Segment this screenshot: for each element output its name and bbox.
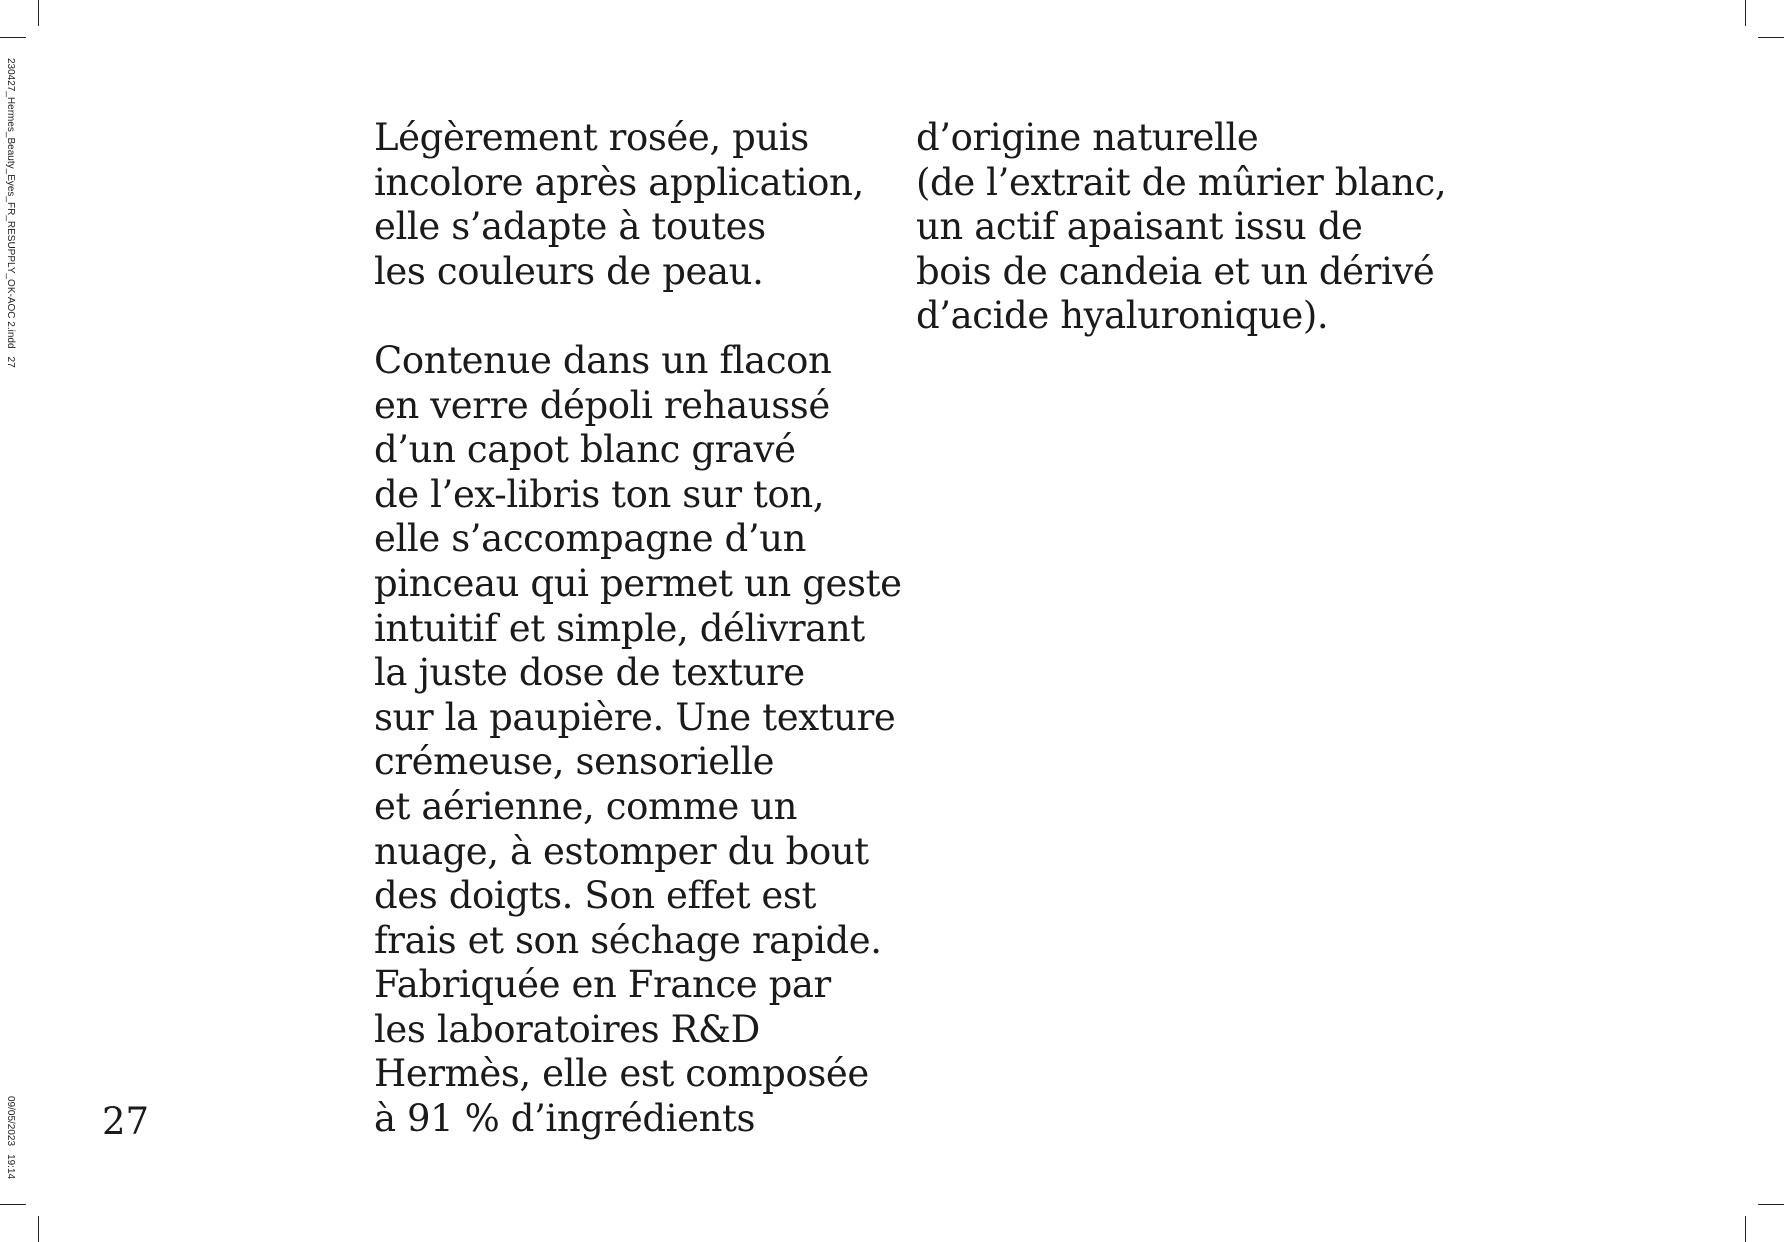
crop-mark-bottom-right (1745, 1216, 1746, 1242)
text-line: elle s’accompagne d’un (374, 517, 807, 561)
crop-mark-top-left-h (0, 37, 26, 38)
slug-date: 09/05/2023 (5, 1096, 16, 1147)
text-line: de l’ex-libris ton sur ton, (374, 472, 825, 516)
paragraph (916, 116, 1447, 339)
slug-timestamp (5, 1096, 16, 1179)
text-line: les laboratoires R&D (374, 1007, 760, 1051)
crop-mark-bottom-left (38, 1216, 39, 1242)
text-line: Contenue dans un flacon (374, 338, 832, 382)
text-line: crémeuse, sensorielle (374, 740, 775, 784)
text-line: d’acide hyaluronique). (916, 294, 1329, 338)
text-line: Légèrement rosée, puis (374, 116, 809, 159)
text-line: d’un capot blanc gravé (374, 428, 796, 472)
text-line: d’origine naturelle (916, 116, 1259, 159)
crop-mark-top-left (38, 0, 39, 26)
text-line: et aérienne, comme un (374, 784, 798, 828)
text-line: bois de candeia et un dérivé (916, 249, 1435, 293)
text-line: frais et son séchage rapide. (374, 918, 882, 962)
crop-mark-bottom-left-h (0, 1204, 26, 1205)
right-text-column (916, 116, 1447, 339)
page-number: 27 (102, 1100, 150, 1143)
text-line: la juste dose de texture (374, 651, 805, 695)
text-line: (de l’extrait de mûrier blanc, (916, 160, 1447, 204)
text-line: un actif apaisant issu de (916, 205, 1363, 249)
crop-mark-top-right (1745, 0, 1746, 26)
text-line: elle s’adapte à toutes (374, 205, 766, 249)
slug-time: 19:14 (5, 1154, 16, 1180)
text-line: à 91 % d’ingrédients (374, 1097, 756, 1141)
text-line: Fabriquée en France par (374, 963, 831, 1007)
slug-filename (5, 58, 16, 368)
text-line: en verre dépoli rehaussé (374, 383, 830, 427)
text-line: intuitif et simple, délivrant (374, 606, 865, 650)
text-line: Hermès, elle est composée (374, 1052, 869, 1096)
slug-page-ref: 27 (5, 356, 16, 368)
text-line: pinceau qui permet un geste (374, 561, 902, 605)
text-line: les couleurs de peau. (374, 249, 764, 293)
crop-mark-bottom-right-h (1758, 1204, 1784, 1205)
slug-filename-text: 230427_Hermes_Beauty_Eyes_FR_RESUPPLY_OK-AOC 2.indd (5, 58, 16, 349)
paragraph (374, 338, 902, 1142)
crop-mark-top-right-h (1758, 37, 1784, 38)
text-line: nuage, à estomper du bout (374, 829, 869, 873)
text-line: sur la paupière. Une texture (374, 695, 896, 739)
text-line: des doigts. Son effet est (374, 874, 816, 918)
left-text-column (374, 116, 902, 1142)
paragraph-gap (374, 294, 894, 339)
text-line: incolore après application, (374, 160, 864, 204)
paragraph (374, 116, 894, 294)
